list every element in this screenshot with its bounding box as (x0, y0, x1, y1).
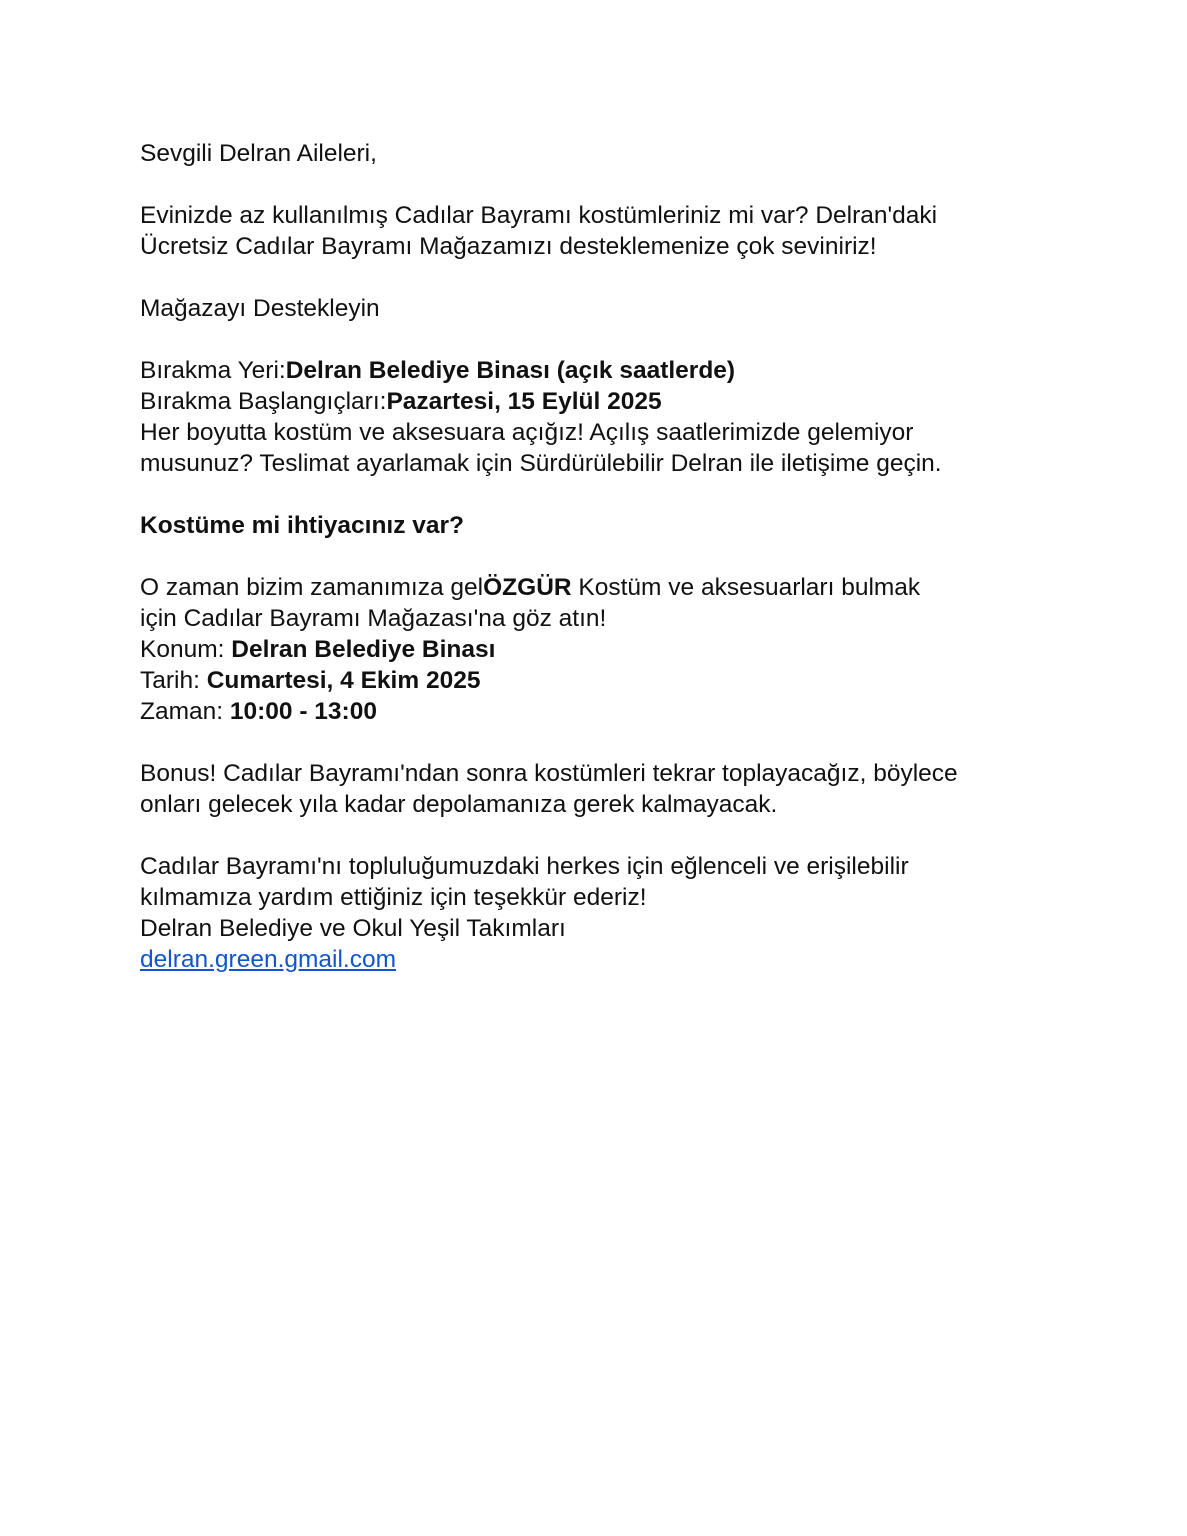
event-location-line (140, 634, 1100, 665)
event-line-1 (140, 572, 1100, 603)
event-time-line (140, 696, 1100, 727)
letter-page (140, 138, 1100, 1006)
closing-line-1: Cadılar Bayramı'nı topluluğumuzdaki herkes için eğlenceli ve erişilebilir (140, 853, 909, 880)
dropoff-location-value: Delran Belediye Binası (açık saatlerde) (285, 357, 736, 384)
dropoff-note-line-2: musunuz? Teslimat ayarlamak için Sürdürülebilir Delran ile iletişime geçin. (140, 450, 942, 477)
event-date-value: Cumartesi, 4 Ekim 2025 (206, 667, 481, 694)
need-heading (140, 510, 1100, 541)
greeting-text: Sevgili Delran Aileleri, (140, 140, 377, 167)
greeting (140, 138, 1100, 169)
bonus-line-2: onları gelecek yıla kadar depolamanıza gerek kalmayacak. (140, 791, 778, 818)
intro-line-1: Evinizde az kullanılmış Cadılar Bayramı kostümleriniz mi var? Delran'daki (140, 202, 938, 229)
bonus-paragraph (140, 758, 1100, 820)
dropoff-paragraph (140, 355, 1100, 479)
signature: Delran Belediye ve Okul Yeşil Takımları (140, 915, 566, 942)
intro-paragraph (140, 200, 1100, 262)
closing-paragraph (140, 851, 1100, 975)
email-link[interactable]: delran.green.gmail.com (140, 946, 397, 973)
event-location-value: Delran Belediye Binası (231, 636, 496, 663)
need-heading-text: Kostüme mi ihtiyacınız var? (140, 512, 465, 539)
event-line-1-bold: ÖZGÜR (483, 574, 572, 601)
event-line-2: için Cadılar Bayramı Mağazası'na göz atın! (140, 605, 607, 632)
event-paragraph (140, 572, 1100, 727)
dropoff-note-line-1: Her boyutta kostüm ve aksesuara açığız! Açılış saatlerimizde gelemiyor (140, 419, 914, 446)
email-line (140, 944, 1100, 975)
event-time-value: 10:00 - 13:00 (229, 698, 377, 725)
dropoff-start-value: Pazartesi, 15 Eylül 2025 (386, 388, 662, 415)
event-line-1-pre: O zaman bizim zamanımıza gel (140, 574, 484, 601)
support-heading-text: Mağazayı Destekleyin (140, 295, 380, 322)
dropoff-start-line (140, 386, 1100, 417)
closing-line-2: kılmamıza yardım ettiğiniz için teşekkür ederiz! (140, 884, 647, 911)
dropoff-location-label: Bırakma Yeri: (140, 357, 286, 384)
event-date-label: Tarih: (140, 667, 207, 694)
support-heading (140, 293, 1100, 324)
event-line-1-post: Kostüm ve aksesuarları bulmak (571, 574, 921, 601)
intro-line-2: Ücretsiz Cadılar Bayramı Mağazamızı desteklemenize çok seviniriz! (140, 233, 877, 260)
event-location-label: Konum: (140, 636, 232, 663)
bonus-line-1: Bonus! Cadılar Bayramı'ndan sonra kostümleri tekrar toplayacağız, böylece (140, 760, 958, 787)
event-time-label: Zaman: (140, 698, 230, 725)
dropoff-start-label: Bırakma Başlangıçları: (140, 388, 387, 415)
dropoff-location-line (140, 355, 1100, 386)
event-date-line (140, 665, 1100, 696)
